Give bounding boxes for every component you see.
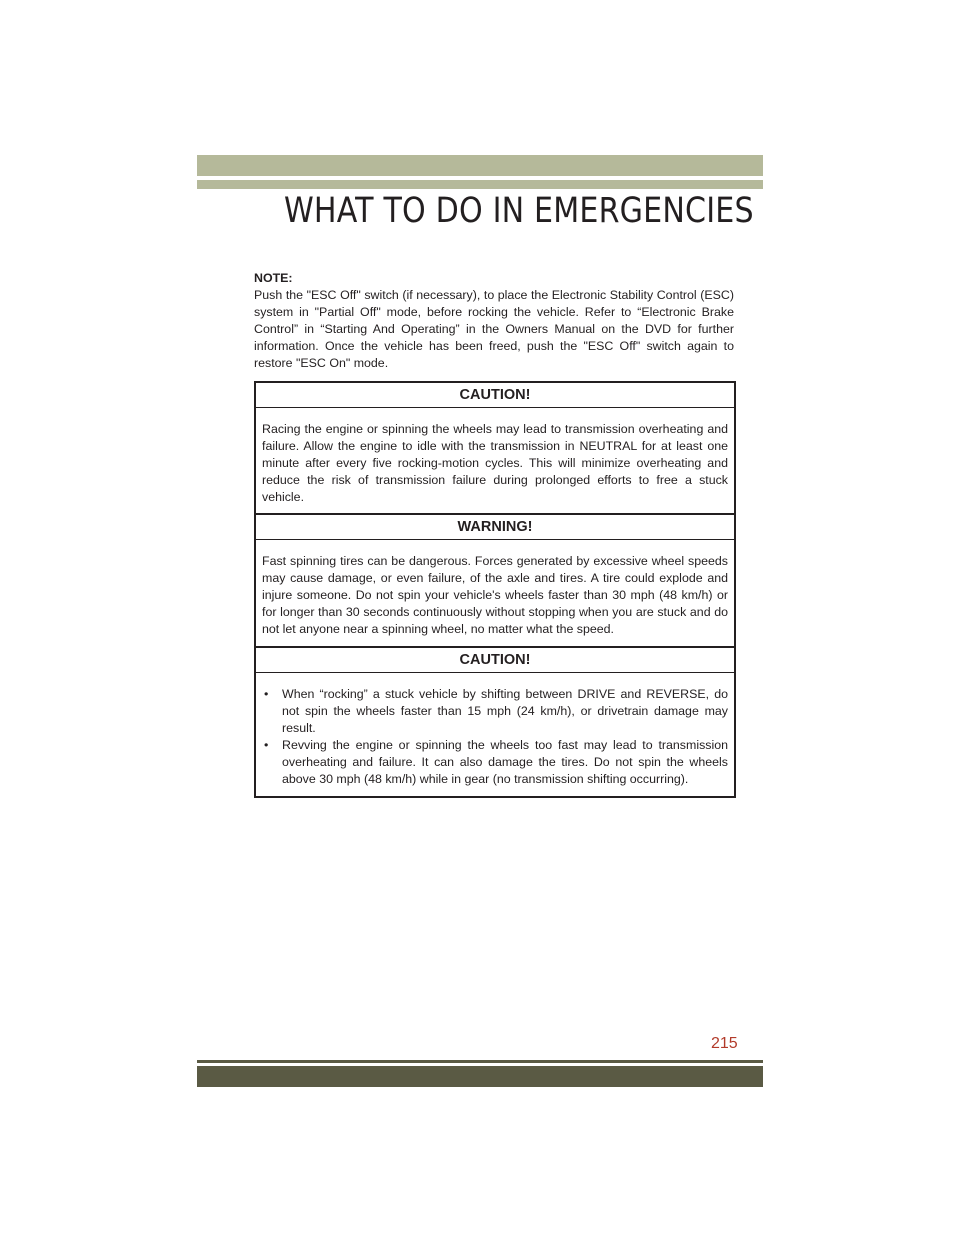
caution-box-2 (254, 646, 736, 798)
bullet-text: Revving the engine or spinning the wheels too fast may lead to transmission overheating and failure. It can also damage the tires. Do not spin the wheels above 30 mph (48 km/h) while in gear (no transmission shifting occurring). (282, 738, 728, 786)
footer-bar-thick (197, 1066, 763, 1087)
footer-bar-thin (197, 1060, 763, 1063)
section-title: WHAT TO DO IN EMERGENCIES (284, 191, 754, 231)
bullet-icon: • (264, 738, 269, 752)
caution-heading-1: CAUTION! (256, 383, 734, 408)
warning-heading: WARNING! (256, 515, 734, 540)
list-item (262, 686, 728, 737)
list-item (262, 737, 728, 788)
bullet-icon: • (264, 687, 269, 701)
caution-body-2 (256, 673, 734, 796)
page-number: 215 (711, 1035, 738, 1052)
caution-heading-2: CAUTION! (256, 648, 734, 673)
header-bar-top (197, 155, 763, 176)
caution-text-1: Racing the engine or spinning the wheels may lead to transmission overheating and failure. Allow the engine to idle with the transmission in NEUTRAL for at least one minute after every five rocking-motion cycles. This will minimize overheating and reduce the risk of transmission failure during prolonged efforts to free a stuck vehicle. (262, 422, 728, 504)
note-label: NOTE: (254, 271, 293, 285)
caution-bullet-list (262, 686, 728, 788)
caution-box-1 (254, 381, 736, 516)
warning-box (254, 513, 736, 648)
note-text: Push the "ESC Off" switch (if necessary), to place the Electronic Stability Control (ESC) system in "Partial Off" mode, before rocking the vehicle. Refer to “Electronic Brake Control” in “Starting And Operating” in the Owners Manual on the DVD for further information. Once the vehicle has been freed, push the "ESC Off" switch again to restore "ESC On" mode. (254, 288, 734, 370)
note-block (254, 270, 734, 372)
bullet-text: When “rocking” a stuck vehicle by shifting between DRIVE and REVERSE, do not spin the wheels faster than 15 mph (24 km/h), or drivetrain damage may result. (282, 687, 728, 735)
warning-text: Fast spinning tires can be dangerous. Forces generated by excessive wheel speeds may cause damage, or even failure, of the axle and tires. A tire could explode and injure someone. Do not spin your vehicle's wheels faster than 30 mph (48 km/h) or for longer than 30 seconds continuously without stopping when you are stuck and do not let anyone near a spinning wheel, no matter what the speed. (262, 554, 728, 636)
header-bar-bottom (197, 180, 763, 189)
